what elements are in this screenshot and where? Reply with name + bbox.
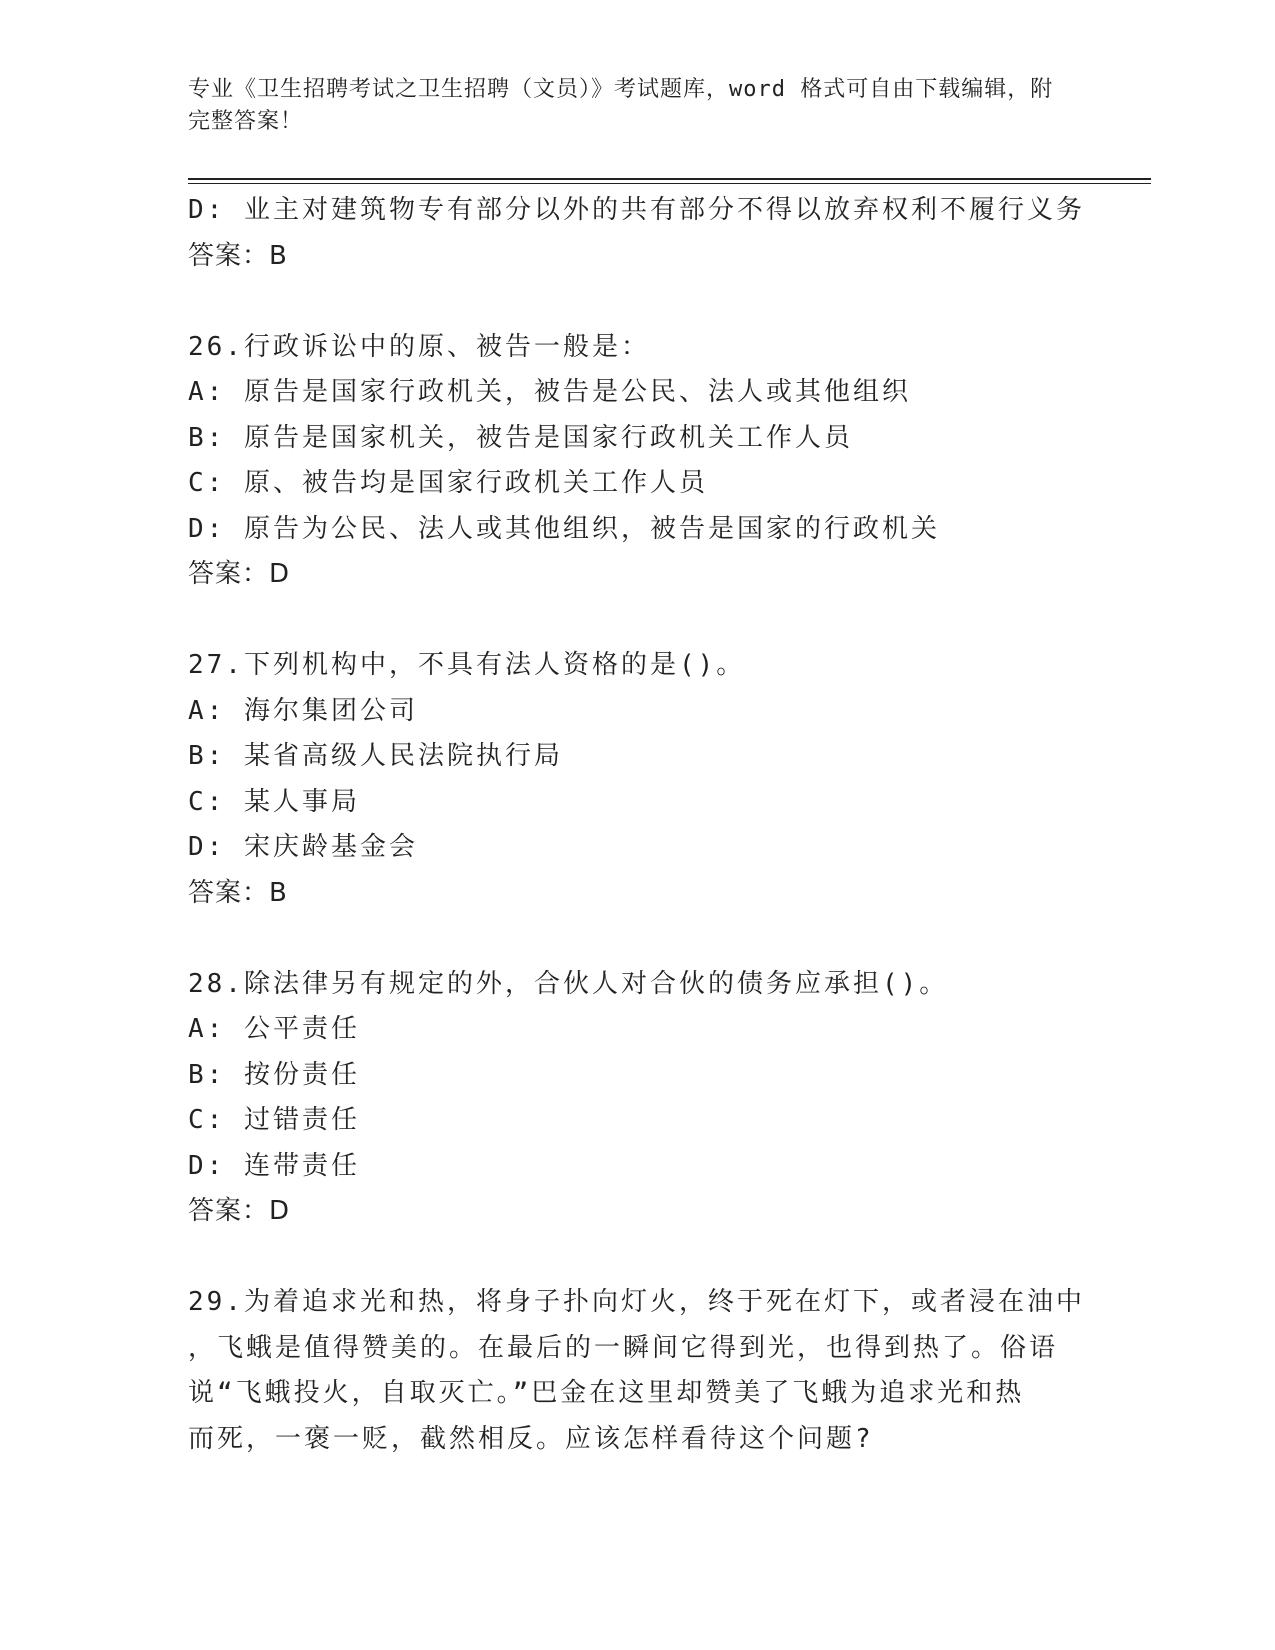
q26-question: 26.行政诉讼中的原、被告一般是： [188,331,650,362]
header-divider-thin [188,183,1151,184]
q27-option-d: D: 宋庆龄基金会 [188,832,418,862]
q26-option-d: D: 原告为公民、法人或其他组织，被告是国家的行政机关 [188,513,940,544]
q27-option-b: B: 某省高级人民法院执行局 [188,741,563,771]
spacer [188,1235,1088,1281]
q29-question-line-2: ，飞蛾是值得赞美的。在最后的一瞬间它得到光，也得到热了。俗语 [188,1332,1059,1363]
q28-question: 28.除法律另有规定的外，合伙人对合伙的债务应承担()。 [188,968,949,999]
spacer [188,279,1088,325]
q28-option-d: D: 连带责任 [188,1150,360,1181]
q28-answer: 答案：D [188,1196,291,1226]
spacer [188,598,1088,644]
q26-option-c: C: 原、被告均是国家行政机关工作人员 [188,468,708,498]
spacer [188,916,1088,962]
q27-answer: 答案：B [188,877,288,908]
question-list [188,188,1088,1462]
q26-option-a: A: 原告是国家行政机关，被告是公民、法人或其他组织 [188,377,911,407]
document-header: 专业《卫生招聘考试之卫生招聘（文员）》考试题库，word 格式可自由下载编辑，附完整答案！ [188,77,1054,134]
q27-question: 27.下列机构中，不具有法人资格的是()。 [188,650,746,680]
q29-question-line-4: 而死，一褒一贬，截然相反。应该怎样看待这个问题? [188,1423,874,1454]
q28-option-b: B: 按份责任 [188,1059,360,1090]
q29-question-line-1: 29.为着追求光和热，将身子扑向灯火，终于死在灯下，或者浸在油中 [188,1287,1085,1317]
q27-option-c: C: 某人事局 [188,786,360,817]
prev-option-d: D: 业主对建筑物专有部分以外的共有部分不得以放弃权利不履行义务 [188,195,1085,225]
prev-answer: 答案：B [188,240,288,271]
q26-answer: 答案：D [188,559,291,589]
q28-option-a: A: 公平责任 [188,1014,360,1044]
q28-option-c: C: 过错责任 [188,1105,360,1135]
q26-option-b: B: 原告是国家机关，被告是国家行政机关工作人员 [188,422,853,453]
q29-question-line-3: 说“飞蛾投火，自取灭亡。”巴金在这里却赞美了飞蛾为追求光和热 [188,1378,1025,1408]
header-divider-thick [188,178,1151,180]
q27-option-a: A: 海尔集团公司 [188,695,418,726]
